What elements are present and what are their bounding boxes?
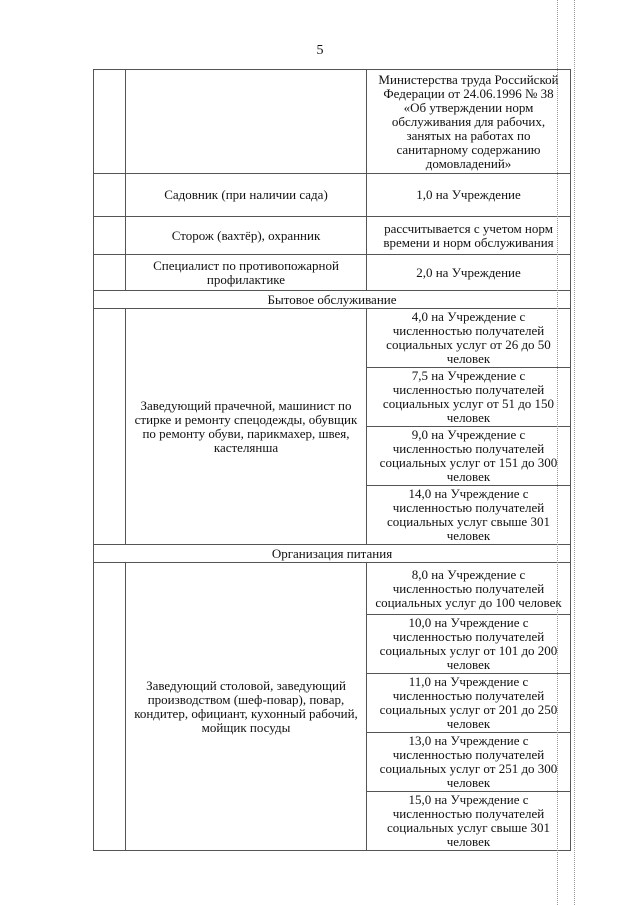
norm-cell: 9,0 на Учреждение с численностью получателей социальных услуг от 151 до 300 человек — [367, 427, 571, 486]
norm-cell: 11,0 на Учреждение с численностью получателей социальных услуг от 201 до 250 человек — [367, 674, 571, 733]
section-header-row — [94, 291, 571, 309]
norm-cell: Министерства труда Российской Федерации от 24.06.1996 № 38 «Об утверждении норм обслуживания для рабочих, занятых на работах по санитарному содержанию домовладений» — [367, 70, 571, 174]
table-row — [94, 309, 571, 368]
position-cell: Специалист по противопожарной профилактике — [126, 255, 367, 291]
position-cell: Садовник (при наличии сада) — [126, 174, 367, 217]
norm-cell: 2,0 на Учреждение — [367, 255, 571, 291]
table-row — [94, 255, 571, 291]
norm-cell: 8,0 на Учреждение с численностью получателей социальных услуг до 100 человек — [367, 563, 571, 615]
table-row — [94, 217, 571, 255]
section-header-row — [94, 545, 571, 563]
norm-cell: 1,0 на Учреждение — [367, 174, 571, 217]
position-cell — [126, 70, 367, 174]
staffing-norms-table — [93, 69, 571, 851]
section-title: Организация питания — [94, 545, 571, 563]
norm-cell: 13,0 на Учреждение с численностью получателей социальных услуг от 251 до 300 человек — [367, 733, 571, 792]
norm-cell: 15,0 на Учреждение с численностью получателей социальных услуг свыше 301 человек — [367, 792, 571, 851]
row-number-cell — [94, 255, 126, 291]
table-row — [94, 70, 571, 174]
page-number: 5 — [316, 43, 324, 58]
row-number-cell — [94, 217, 126, 255]
row-number-cell — [94, 563, 126, 851]
norm-cell: 10,0 на Учреждение с численностью получателей социальных услуг от 101 до 200 человек — [367, 615, 571, 674]
norm-cell: 7,5 на Учреждение с численностью получателей социальных услуг от 51 до 150 человек — [367, 368, 571, 427]
position-cell: Заведующий прачечной, машинист по стирке и ремонту спецодежды, обувщик по ремонту обуви, парикмахер, швея, кастелянша — [126, 309, 367, 545]
scan-artifact-line — [574, 0, 575, 905]
position-cell: Заведующий столовой, заведующий производством (шеф-повар), повар, кондитер, официант, кухонный рабочий, мойщик посуды — [126, 563, 367, 851]
norm-cell: 4,0 на Учреждение с численностью получателей социальных услуг от 26 до 50 человек — [367, 309, 571, 368]
table-row — [94, 174, 571, 217]
row-number-cell — [94, 309, 126, 545]
scan-artifact-line — [557, 0, 558, 905]
norm-cell: рассчитывается с учетом норм времени и норм обслуживания — [367, 217, 571, 255]
norm-cell: 14,0 на Учреждение с численностью получателей социальных услуг свыше 301 человек — [367, 486, 571, 545]
row-number-cell — [94, 70, 126, 174]
section-title: Бытовое обслуживание — [94, 291, 571, 309]
table-row — [94, 563, 571, 615]
position-cell: Сторож (вахтёр), охранник — [126, 217, 367, 255]
row-number-cell — [94, 174, 126, 217]
